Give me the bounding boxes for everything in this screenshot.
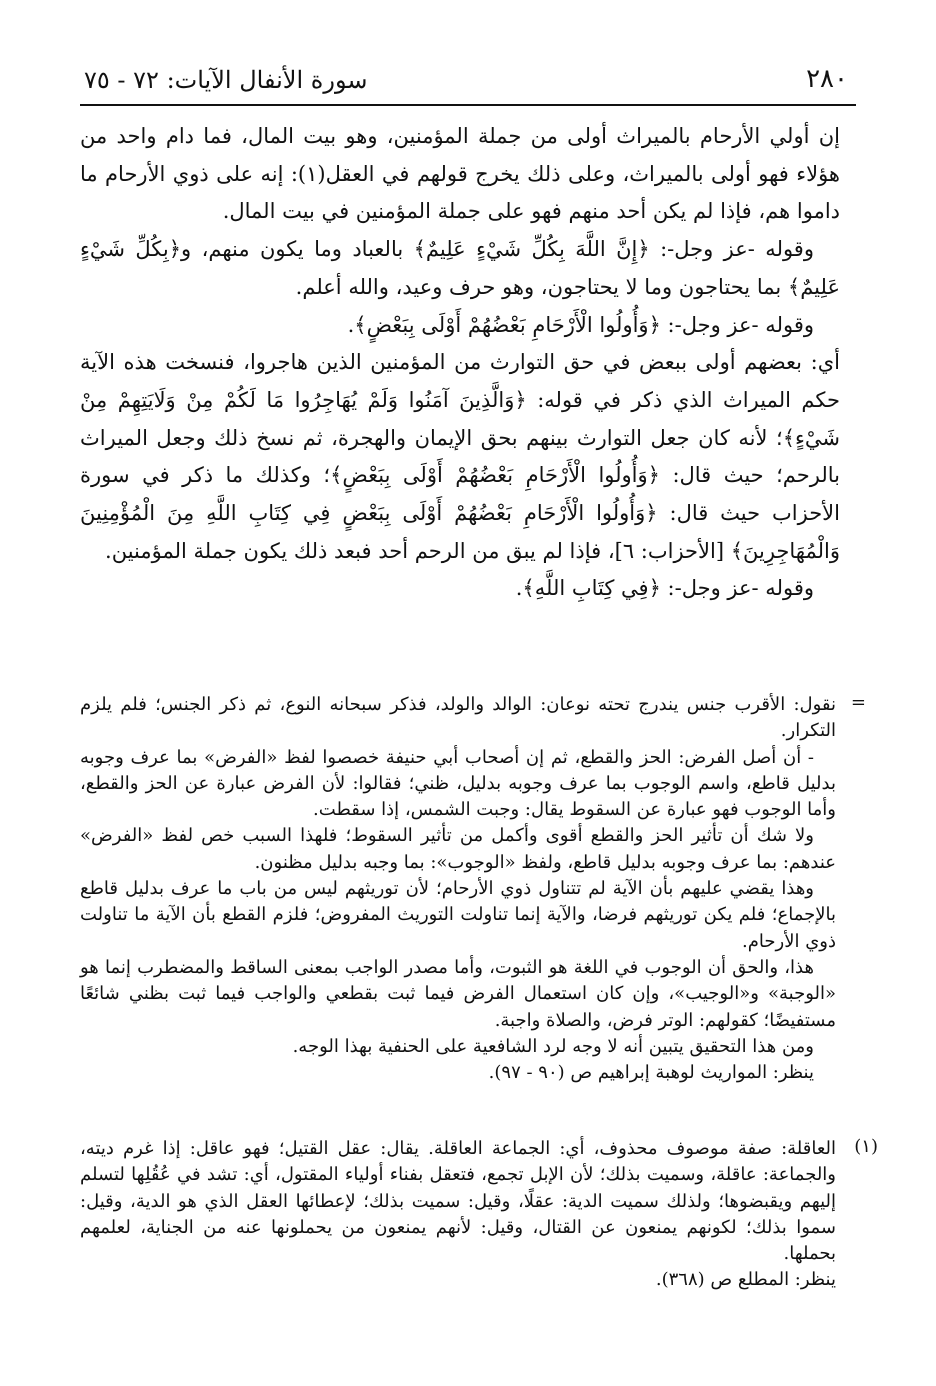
footnote-label: (١): [854, 1136, 878, 1157]
page-number: ٢٨٠: [806, 64, 848, 94]
paragraph: إن أولي الأرحام بالميراث أولى من جملة المؤمنين، وهو بيت المال، فما دام واحد من هؤلاء فهو أولى بالميراث، وعلى ذلك يخرج قولهم في العقل(١): إنه على ذوي الأرحام ما داموا هم، فإذا لم يكن أحد منهم فهو على جملة المؤمنين في بيت المال.: [80, 124, 840, 224]
header-rule: [80, 104, 856, 106]
footnote-paragraph: نقول: الأقرب جنس يندرج تحته نوعان: الوالد والولد، فذكر سبحانه النوع، ثم ذكر الجنس؛ فلم يلزم التكرار.: [80, 694, 836, 742]
footnote-1: [80, 1136, 878, 1294]
footnote-paragraph: ينظر: المطلع ص (٣٦٨).: [655, 1269, 836, 1291]
footnote-paragraph: ولا شك أن تأثير الحز والقطع أقوى وأكمل من تأثير السقوط؛ فلهذا السبب خص لفظ «الفرض» عندهم: بما عرف وجوبه بدليل قاطع، ولفظ «الوجوب»: بما وجبه بدليل مظنون.: [80, 825, 836, 873]
footnote-paragraph: ينظر: المواريث لوهبة إبراهيم ص (٩٠ - ٩٧).: [488, 1062, 814, 1084]
footnote-paragraph: هذا، والحق أن الوجوب في اللغة هو الثبوت، وأما مصدر الواجب بمعنى الساقط والمضطرب إنما هو «الوجبة» و«الوجيب»، وإن كان استعمال الفرض فيما ثبت بقطعي والواجب فيما ثبت بظني شائعًا مستفيضًا؛ كقولهم: الوتر فرض، والصلاة واجبة.: [80, 956, 836, 1031]
page-header: [80, 62, 856, 102]
footnote-paragraph: ومن هذا التحقيق يتبين أنه لا وجه لرد الشافعية على الحنفية بهذا الوجه.: [292, 1035, 814, 1057]
main-text: [80, 118, 840, 608]
footnote-paragraph: - أن أصل الفرض: الحز والقطع، ثم إن أصحاب أبي حنيفة خصصوا لفظ «الفرض» بما عرف وجوبه بدليل قاطع، واسم الوجوب بما عرف وجوبه بدليل، ظني؛ فقالوا: لأن الفرض عبارة عن الحز والقطع، وأما الوجوب فهو عبارة عن السقوط يقال: وجبت الشمس، إذا سقطت.: [80, 746, 836, 821]
paragraph: وقوله -عز وجل-: ﴿وَأُولُوا الْأَرْحَامِ بَعْضُهُمْ أَوْلَى بِبَعْضٍ﴾.: [347, 312, 814, 337]
continuation-marker: =: [850, 692, 866, 713]
paragraph: وقوله -عز وجل-: ﴿إِنَّ اللَّهَ بِكُلِّ شَيْءٍ عَلِيمٌ﴾ بالعباد وما يكون منهم، و﴿بِكُلِّ شَيْءٍ عَلِيمٌ﴾ بما يحتاجون وما لا يحتاجون، وهو حرف وعيد، والله أعلم.: [80, 237, 840, 299]
running-title: سورة الأنفال الآيات: ٧٢ - ٧٥: [84, 66, 368, 94]
footnote-paragraph: العاقلة: صفة موصوف محذوف، أي: الجماعة العاقلة. يقال: عقل القتيل؛ فهو عاقل: إذا غرم ديته، والجماعة: عاقلة، وسميت بذلك؛ لأن الإبل تجمع، فتعقل بفناء أولياء المقتول، أي: تشد في عُقُلِها لتسلم إليهم ويقبضوها؛ ولذلك سميت الدية: عقلًا، وقيل: سميت بذلك؛ لإعطائها العقل الذي هو الدية، وقيل: سموا بذلك؛ لكونهم يمنعون عن القتال، وقيل: لأنهم يمنعون من يحملونها عنه من الجناية، لعلمهم بحملها.: [80, 1138, 836, 1265]
footnote-continuation: [80, 692, 866, 1086]
footnote-paragraph: وهذا يقضي عليهم بأن الآية لم تتناول ذوي الأرحام؛ لأن توريثهم ليس من باب ما عرف بدليل قاطع بالإجماع؛ فلم يكن توريثهم فرضا، والآية إنما تناولت التوريث المفروض؛ فلزم القطع بأن الآية ما تناولت ذوي الأرحام.: [80, 878, 836, 952]
paragraph: وقوله -عز وجل-: ﴿فِي كِتَابِ اللَّهِ﴾.: [515, 576, 814, 601]
paragraph: أي: بعضهم أولى ببعض في حق التوارث من المؤمنين الذين هاجروا، فنسخت هذه الآية حكم الميراث الذي ذكر في قوله: ﴿وَالَّذِينَ آمَنُوا وَلَمْ يُهَاجِرُوا مَا لَكُمْ مِنْ وَلَايَتِهِمْ مِنْ شَيْءٍ﴾؛ لأنه كان جعل التوارث بينهم بحق الإيمان والهجرة، ثم نسخ ذلك وجعل الميراث بالرحم؛ حيث قال: ﴿وَأُولُوا الْأَرْحَامِ بَعْضُهُمْ أَوْلَى بِبَعْضٍ﴾؛ وكذلك ما ذكر في سورة الأحزاب حيث قال: ﴿وَأُولُوا الْأَرْحَامِ بَعْضُهُمْ أَوْلَى بِبَعْضٍ فِي كِتَابِ اللَّهِ مِنَ الْمُؤْمِنِينَ وَالْمُهَاجِرِينَ﴾ [الأحزاب: ٦]، فإذا لم يبق من الرحم أحد فبعد ذلك يكون جملة المؤمنين.: [80, 350, 840, 563]
